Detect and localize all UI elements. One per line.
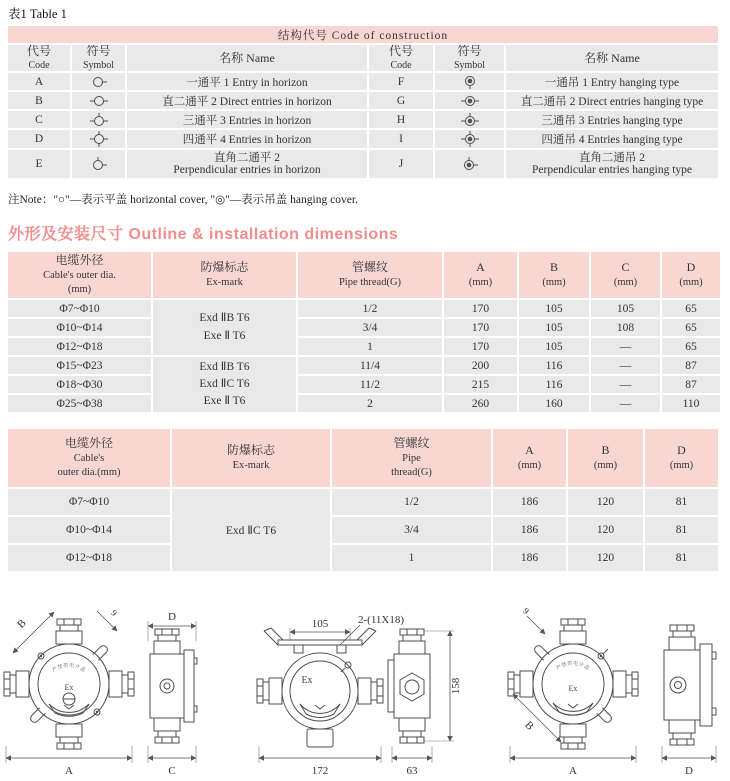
table-row xyxy=(8,338,720,355)
col-header-d: D (mm) xyxy=(645,429,718,487)
dim-c: — xyxy=(591,338,660,355)
col-header-a: A (mm) xyxy=(444,252,517,298)
dim-a-label: A xyxy=(65,765,73,777)
col-header-ex-mark: 防爆标志 Ex-mark xyxy=(153,252,296,298)
dim-b: 116 xyxy=(519,376,589,393)
table-row xyxy=(8,73,718,90)
drawing-4way-front-2 xyxy=(508,606,638,777)
table1-title: 结构代号 Code of construction xyxy=(8,26,718,43)
technical-drawings xyxy=(0,596,730,781)
code-j: J xyxy=(369,150,433,178)
dim-d: 81 xyxy=(645,545,718,571)
col-header-symbol: 符号 Symbol xyxy=(72,45,125,71)
cable-dia: Φ12~Φ18 xyxy=(8,338,151,355)
pipe-thread: 1/2 xyxy=(298,300,442,317)
dim-b: 160 xyxy=(519,395,589,412)
dim-d: 65 xyxy=(662,338,720,355)
name-f: 一通吊 1 Entry hanging type xyxy=(506,73,718,90)
section-heading: 外形及安装尺寸 Outline & installation dimensions xyxy=(8,226,399,243)
col-header-name: 名称 Name xyxy=(127,45,367,71)
drawing-side-view-d2 xyxy=(662,625,716,777)
dim-9-label: 9 xyxy=(108,607,120,619)
table-row xyxy=(8,319,720,336)
dim-158-label: 158 xyxy=(450,677,462,695)
table-row xyxy=(8,130,718,148)
ex-label: Ex xyxy=(301,675,313,686)
dim-a-label: A xyxy=(569,765,577,777)
svg-text:严禁带电开盖 xyxy=(51,662,87,674)
table-row xyxy=(8,92,718,109)
table-row xyxy=(8,111,718,128)
dim-c-label: C xyxy=(168,765,176,777)
dim-a: 215 xyxy=(444,376,517,393)
pipe-thread: 2 xyxy=(298,395,442,412)
col-header-pipe-thread: 管螺纹 Pipe thread(G) xyxy=(298,252,442,298)
name-c: 三通平 3 Entries in horizon xyxy=(127,111,367,128)
col-header-symbol: 符号 Symbol xyxy=(435,45,504,71)
table-row xyxy=(8,489,718,515)
dim-105-label: 105 xyxy=(311,618,329,630)
circle-stub-right-icon xyxy=(87,74,111,90)
drawing-4way-front xyxy=(4,608,134,777)
symbol-cell xyxy=(72,92,125,109)
symbol-cell xyxy=(72,73,125,90)
dim-d: 65 xyxy=(662,300,720,317)
pipe-thread: 1/2 xyxy=(332,489,491,515)
dim-d: 87 xyxy=(662,376,720,393)
col-header-a: A (mm) xyxy=(493,429,566,487)
pipe-thread: 1 xyxy=(298,338,442,355)
name-e: 直角二通平 2 Perpendicular entries in horizon xyxy=(127,150,367,178)
code-f: F xyxy=(369,73,433,90)
dim-a: 186 xyxy=(493,545,566,571)
name-g: 直二通吊 2 Direct entries hanging type xyxy=(506,92,718,109)
table-row xyxy=(8,357,720,374)
cable-dia: Φ25~Φ38 xyxy=(8,395,151,412)
symbol-cell xyxy=(435,73,504,90)
cable-dia: Φ10~Φ14 xyxy=(8,319,151,336)
dim-a: 200 xyxy=(444,357,517,374)
pipe-thread: 11/2 xyxy=(298,376,442,393)
ring-stub-left-right-top-icon xyxy=(458,112,482,128)
col-header-pipe-thread: 管螺纹 Pipe thread(G) xyxy=(332,429,491,487)
dim-d: 65 xyxy=(662,319,720,336)
name-i: 四通吊 4 Entries hanging type xyxy=(506,130,718,148)
ex-mark-group2: Exd ⅡB T6 Exd ⅡC T6 Exe Ⅱ T6 xyxy=(153,357,296,412)
dim-b: 116 xyxy=(519,357,589,374)
dim-b: 120 xyxy=(568,517,643,543)
code-h: H xyxy=(369,111,433,128)
table2-dimensions xyxy=(6,250,722,414)
dim-a: 170 xyxy=(444,319,517,336)
dim-a: 186 xyxy=(493,489,566,515)
ex-mark-group1: Exd ⅡB T6 Exe Ⅱ T6 xyxy=(153,300,296,355)
drawing-side-view-63-158 xyxy=(388,629,462,777)
col-header-ex-mark: 防爆标志 Ex-mark xyxy=(172,429,330,487)
table3-dimensions xyxy=(6,427,720,573)
cable-dia: Φ15~Φ23 xyxy=(8,357,151,374)
col-header-cable-dia: 电缆外径 Cable's outer dia. (mm) xyxy=(8,252,151,298)
table-row xyxy=(8,376,720,393)
dim-c: — xyxy=(591,376,660,393)
dim-a: 170 xyxy=(444,338,517,355)
ring-stub-bottom-icon xyxy=(458,74,482,90)
table-row xyxy=(8,545,718,571)
name-b: 直二通平 2 Direct entries in horizon xyxy=(127,92,367,109)
col-header-code: 代号 Code xyxy=(8,45,70,71)
symbol-cell xyxy=(435,130,504,148)
dim-a: 186 xyxy=(493,517,566,543)
dim-a: 260 xyxy=(444,395,517,412)
ring-stub-top-right-icon xyxy=(458,155,482,173)
warning-text: 严禁带电开盖 xyxy=(51,663,87,674)
code-c: C xyxy=(8,111,70,128)
name-d: 四通平 4 Entries in horizon xyxy=(127,130,367,148)
cable-dia: Φ7~Φ10 xyxy=(8,489,170,515)
dim-9-label: 9 xyxy=(520,605,532,617)
col-header-name: 名称 Name xyxy=(506,45,718,71)
cable-dia: Φ7~Φ10 xyxy=(8,300,151,317)
dim-c: 105 xyxy=(591,300,660,317)
dim-d: 81 xyxy=(645,489,718,515)
dim-d-label: D xyxy=(685,765,693,777)
dim-d-label: D xyxy=(168,611,176,623)
code-b: B xyxy=(8,92,70,109)
name-j: 直角二通吊 2 Perpendicular entries hanging type xyxy=(506,150,718,178)
dim-b: 105 xyxy=(519,300,589,317)
code-e: E xyxy=(8,150,70,178)
ex-label: Ex xyxy=(64,683,74,692)
cable-dia: Φ18~Φ30 xyxy=(8,376,151,393)
dim-a: 170 xyxy=(444,300,517,317)
ex-mark: Exd ⅡC T6 xyxy=(172,489,330,571)
code-d: D xyxy=(8,130,70,148)
dim-b: 120 xyxy=(568,489,643,515)
drawing-3way-front-bracket xyxy=(257,614,404,777)
code-i: I xyxy=(369,130,433,148)
warning-text: 严禁带电开盖 xyxy=(555,661,591,672)
pipe-thread: 11/4 xyxy=(298,357,442,374)
pipe-thread: 1 xyxy=(332,545,491,571)
cable-dia: Φ12~Φ18 xyxy=(8,545,170,571)
table-row xyxy=(8,517,718,543)
col-header-d: D (mm) xyxy=(662,252,720,298)
table1-note: 注Note："○"—表示平盖 horizontal cover, "◎"—表示吊盖 hanging cover. xyxy=(8,194,358,206)
ex-label: Ex xyxy=(568,684,578,693)
dim-c: — xyxy=(591,357,660,374)
table1-code-of-construction xyxy=(6,24,720,180)
dim-c: — xyxy=(591,395,660,412)
ring-stub-left-right-icon xyxy=(458,93,482,109)
name-h: 三通吊 3 Entries hanging type xyxy=(506,111,718,128)
ring-stub-all-icon xyxy=(458,130,482,148)
dim-c: 108 xyxy=(591,319,660,336)
circle-stub-left-right-icon xyxy=(87,93,111,109)
symbol-cell xyxy=(435,92,504,109)
dim-b: 120 xyxy=(568,545,643,571)
dim-b: 105 xyxy=(519,319,589,336)
dim-d: 110 xyxy=(662,395,720,412)
dim-b-label: B xyxy=(522,719,536,733)
table-row xyxy=(8,150,718,178)
dim-d: 81 xyxy=(645,517,718,543)
table-row xyxy=(8,395,720,412)
dim-172-label: 172 xyxy=(311,765,329,777)
pipe-thread: 3/4 xyxy=(298,319,442,336)
symbol-cell xyxy=(435,150,504,178)
pipe-thread: 3/4 xyxy=(332,517,491,543)
symbol-cell xyxy=(72,150,125,178)
slot-note-label: 2-(11X18) xyxy=(358,614,405,626)
symbol-cell xyxy=(435,111,504,128)
svg-text:严禁带电开盖 xyxy=(555,660,591,672)
dim-d: 87 xyxy=(662,357,720,374)
symbol-cell xyxy=(72,111,125,128)
col-header-b: B (mm) xyxy=(568,429,643,487)
dim-b: 105 xyxy=(519,338,589,355)
table-row xyxy=(8,300,720,317)
circle-stub-top-right-icon xyxy=(87,155,111,173)
circle-stub-left-right-top-icon xyxy=(87,112,111,128)
drawing-side-view-cd xyxy=(148,611,197,777)
code-g: G xyxy=(369,92,433,109)
col-header-b: B (mm) xyxy=(519,252,589,298)
cable-dia: Φ10~Φ14 xyxy=(8,517,170,543)
code-a: A xyxy=(8,73,70,90)
table1-label: 表1 Table 1 xyxy=(8,7,67,21)
dim-63-label: 63 xyxy=(406,765,418,777)
col-header-cable-dia: 电缆外径 Cable's outer dia.(mm) xyxy=(8,429,170,487)
col-header-c: C (mm) xyxy=(591,252,660,298)
circle-stub-all-icon xyxy=(87,130,111,148)
col-header-code: 代号 Code xyxy=(369,45,433,71)
dim-b-label: B xyxy=(15,617,29,631)
symbol-cell xyxy=(72,130,125,148)
name-a: 一通平 1 Entry in horizon xyxy=(127,73,367,90)
